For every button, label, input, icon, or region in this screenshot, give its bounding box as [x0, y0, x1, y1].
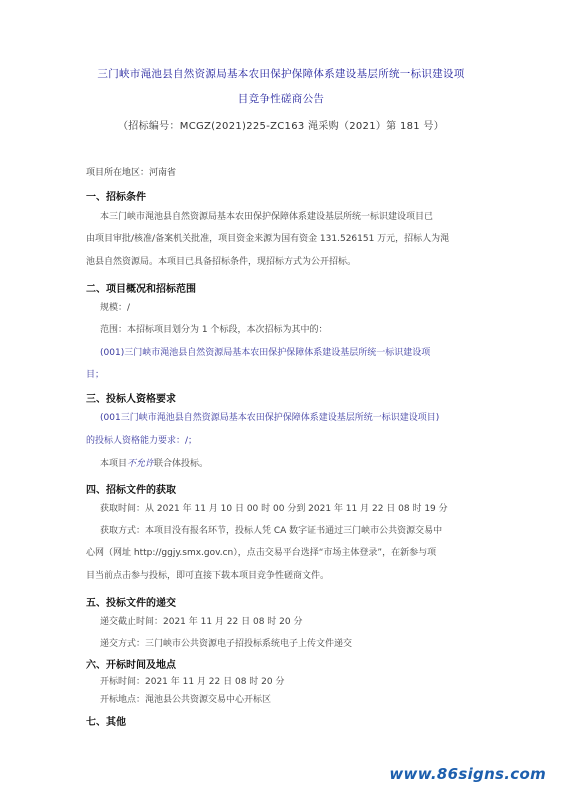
section-2-lot-line2: 目；	[86, 370, 105, 380]
section-3-para-line1: (001三门峡市渑池县自然资源局基本农田保护保障体系建设基层所统一标识建设项目)	[100, 413, 440, 423]
section-4-heading: 四、招标文件的获取	[86, 485, 176, 496]
section-5-deadline: 递交截止时间：2021 年 11 月 22 日 08 时 20 分	[100, 617, 303, 627]
consortium-not-allowed: 不允许	[127, 459, 155, 469]
consortium-prefix: 本项目	[100, 459, 128, 469]
section-6-place: 开标地点：渑池县公共资源交易中心开标区	[100, 695, 272, 705]
section-2-heading: 二、项目概况和招标范围	[86, 284, 196, 295]
section-4-method-line2: 心网（网址 http://ggjy.smx.gov.cn），点击交易平台选择“市场主体登录”，在新参与项	[86, 548, 437, 558]
section-2-range: 范围：本招标项目划分为 1 个标段，本次招标为其中的：	[100, 325, 328, 335]
section-1-para-line1: 本三门峡市渑池县自然资源局基本农田保护保障体系建设基层所统一标识建设项目已	[100, 212, 434, 222]
consortium-suffix: 联合体投标。	[154, 459, 209, 469]
site-watermark: www.86signs.com	[389, 765, 546, 783]
section-7-heading: 七、其他	[86, 717, 126, 728]
section-6-time: 开标时间：2021 年 11 月 22 日 08 时 20 分	[100, 677, 285, 687]
project-location: 项目所在地区：河南省	[86, 168, 177, 178]
section-3-consortium	[100, 458, 208, 470]
section-1-heading: 一、招标条件	[86, 192, 146, 203]
announcement-title-line2: 目竞争性磋商公告	[237, 93, 325, 105]
section-3-para-line2: 的投标人资格能力要求：/；	[86, 436, 198, 446]
announcement-title-line1: 三门峡市渑池县自然资源局基本农田保护保障体系建设基层所统一标识建设项	[97, 68, 465, 80]
bid-number: （招标编号：MCGZ(2021)225-ZC163 渑采购（2021）第 181 号）	[117, 121, 445, 132]
section-1-para-line3: 池县自然资源局。本项目已具备招标条件，现招标方式为公开招标。	[86, 257, 357, 267]
section-2-lot-line1: (001)三门峡市渑池县自然资源局基本农田保护保障体系建设基层所统一标识建设项	[100, 348, 431, 358]
section-4-method-line3: 目当前点击参与投标，即可直接下载本项目竞争性磋商文件。	[86, 571, 330, 581]
section-4-method-line1: 获取方式：本项目没有报名环节，投标人凭 CA 数字证书通过三门峡市公共资源交易中	[100, 526, 443, 536]
section-4-time: 获取时间：从 2021 年 11 月 10 日 00 时 00 分到 2021 年 11 月 22 日 08 时 19 分	[100, 504, 448, 514]
section-5-heading: 五、投标文件的递交	[86, 598, 176, 609]
section-2-scale: 规模：/	[100, 303, 131, 313]
section-1-para-line2: 由项目审批/核准/备案机关批准，项目资金来源为国有资金 131.526151 万元，招标人为渑	[86, 234, 450, 244]
section-5-method: 递交方式：三门峡市公共资源电子招投标系统电子上传文件递交	[100, 639, 353, 649]
section-6-heading: 六、开标时间及地点	[86, 660, 176, 671]
section-3-heading: 三、投标人资格要求	[86, 394, 176, 405]
